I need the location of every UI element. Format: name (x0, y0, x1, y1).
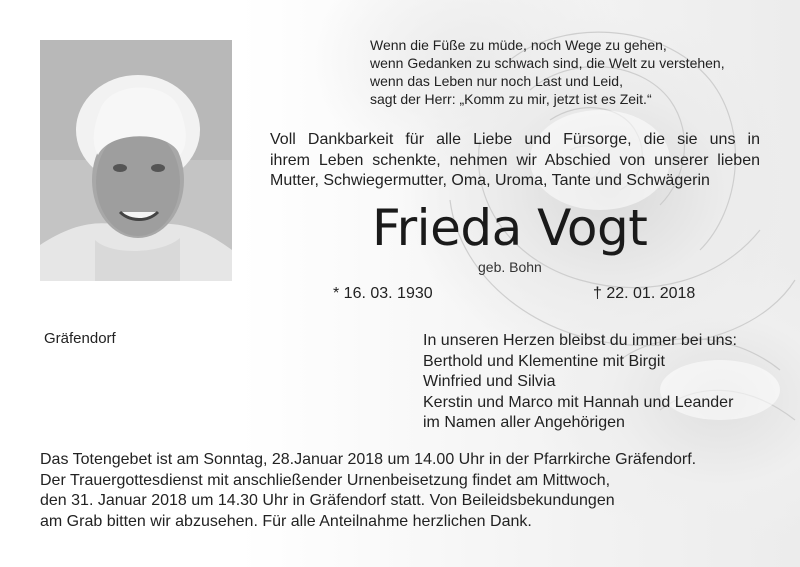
intro-line: ihrem Leben schenkte, nehmen wir Abschied von unserer lieben (270, 151, 760, 169)
poem (370, 36, 770, 108)
family-line: Berthold und Klementine mit Birgit (423, 352, 665, 370)
birth-date: * 16. 03. 1930 (333, 285, 433, 302)
poem-line: Wenn die Füße zu müde, noch Wege zu gehen, (370, 37, 667, 53)
family-line: im Namen aller Angehörigen (423, 414, 625, 431)
family-signatures (423, 331, 783, 434)
family-line: Kerstin und Marco mit Hannah und Leander (423, 393, 734, 411)
maiden-name: geb. Bohn (478, 259, 542, 275)
portrait-photo (40, 40, 232, 281)
intro-line: Mutter, Schwiegermutter, Oma, Uroma, Tante und Schwägerin (270, 172, 710, 189)
poem-line: sagt der Herr: „Komm zu mir, jetzt ist es Zeit.“ (370, 91, 652, 107)
poem-line: wenn das Leben nur noch Last und Leid, (370, 73, 623, 89)
family-line: Winfried und Silvia (423, 373, 556, 390)
footer-line: Das Totengebet ist am Sonntag, 28.Januar 2018 um 14.00 Uhr in der Pfarrkirche Gräfendorf. (40, 451, 697, 468)
intro-text (270, 130, 760, 192)
service-details (40, 450, 760, 532)
footer-line: Der Trauergottesdienst mit anschließender Urnenbeisetzung findet am Mittwoch, (40, 471, 611, 489)
death-date: † 22. 01. 2018 (593, 285, 696, 302)
place-name: Gräfendorf (44, 330, 116, 347)
deceased-name: Frieda Vogt (372, 199, 648, 257)
poem-line: wenn Gedanken zu schwach sind, die Welt zu verstehen, (370, 55, 725, 71)
footer-line: am Grab bitten wir abzusehen. Für alle Anteilnahme herzlichen Dank. (40, 512, 532, 530)
intro-line: Voll Dankbarkeit für alle Liebe und Fürsorge, die sie uns in (270, 131, 760, 148)
footer-line: den 31. Januar 2018 um 14.30 Uhr in Gräfendorf statt. Von Beileidsbekundungen (40, 492, 615, 509)
family-line: In unseren Herzen bleibst du immer bei uns: (423, 332, 737, 349)
